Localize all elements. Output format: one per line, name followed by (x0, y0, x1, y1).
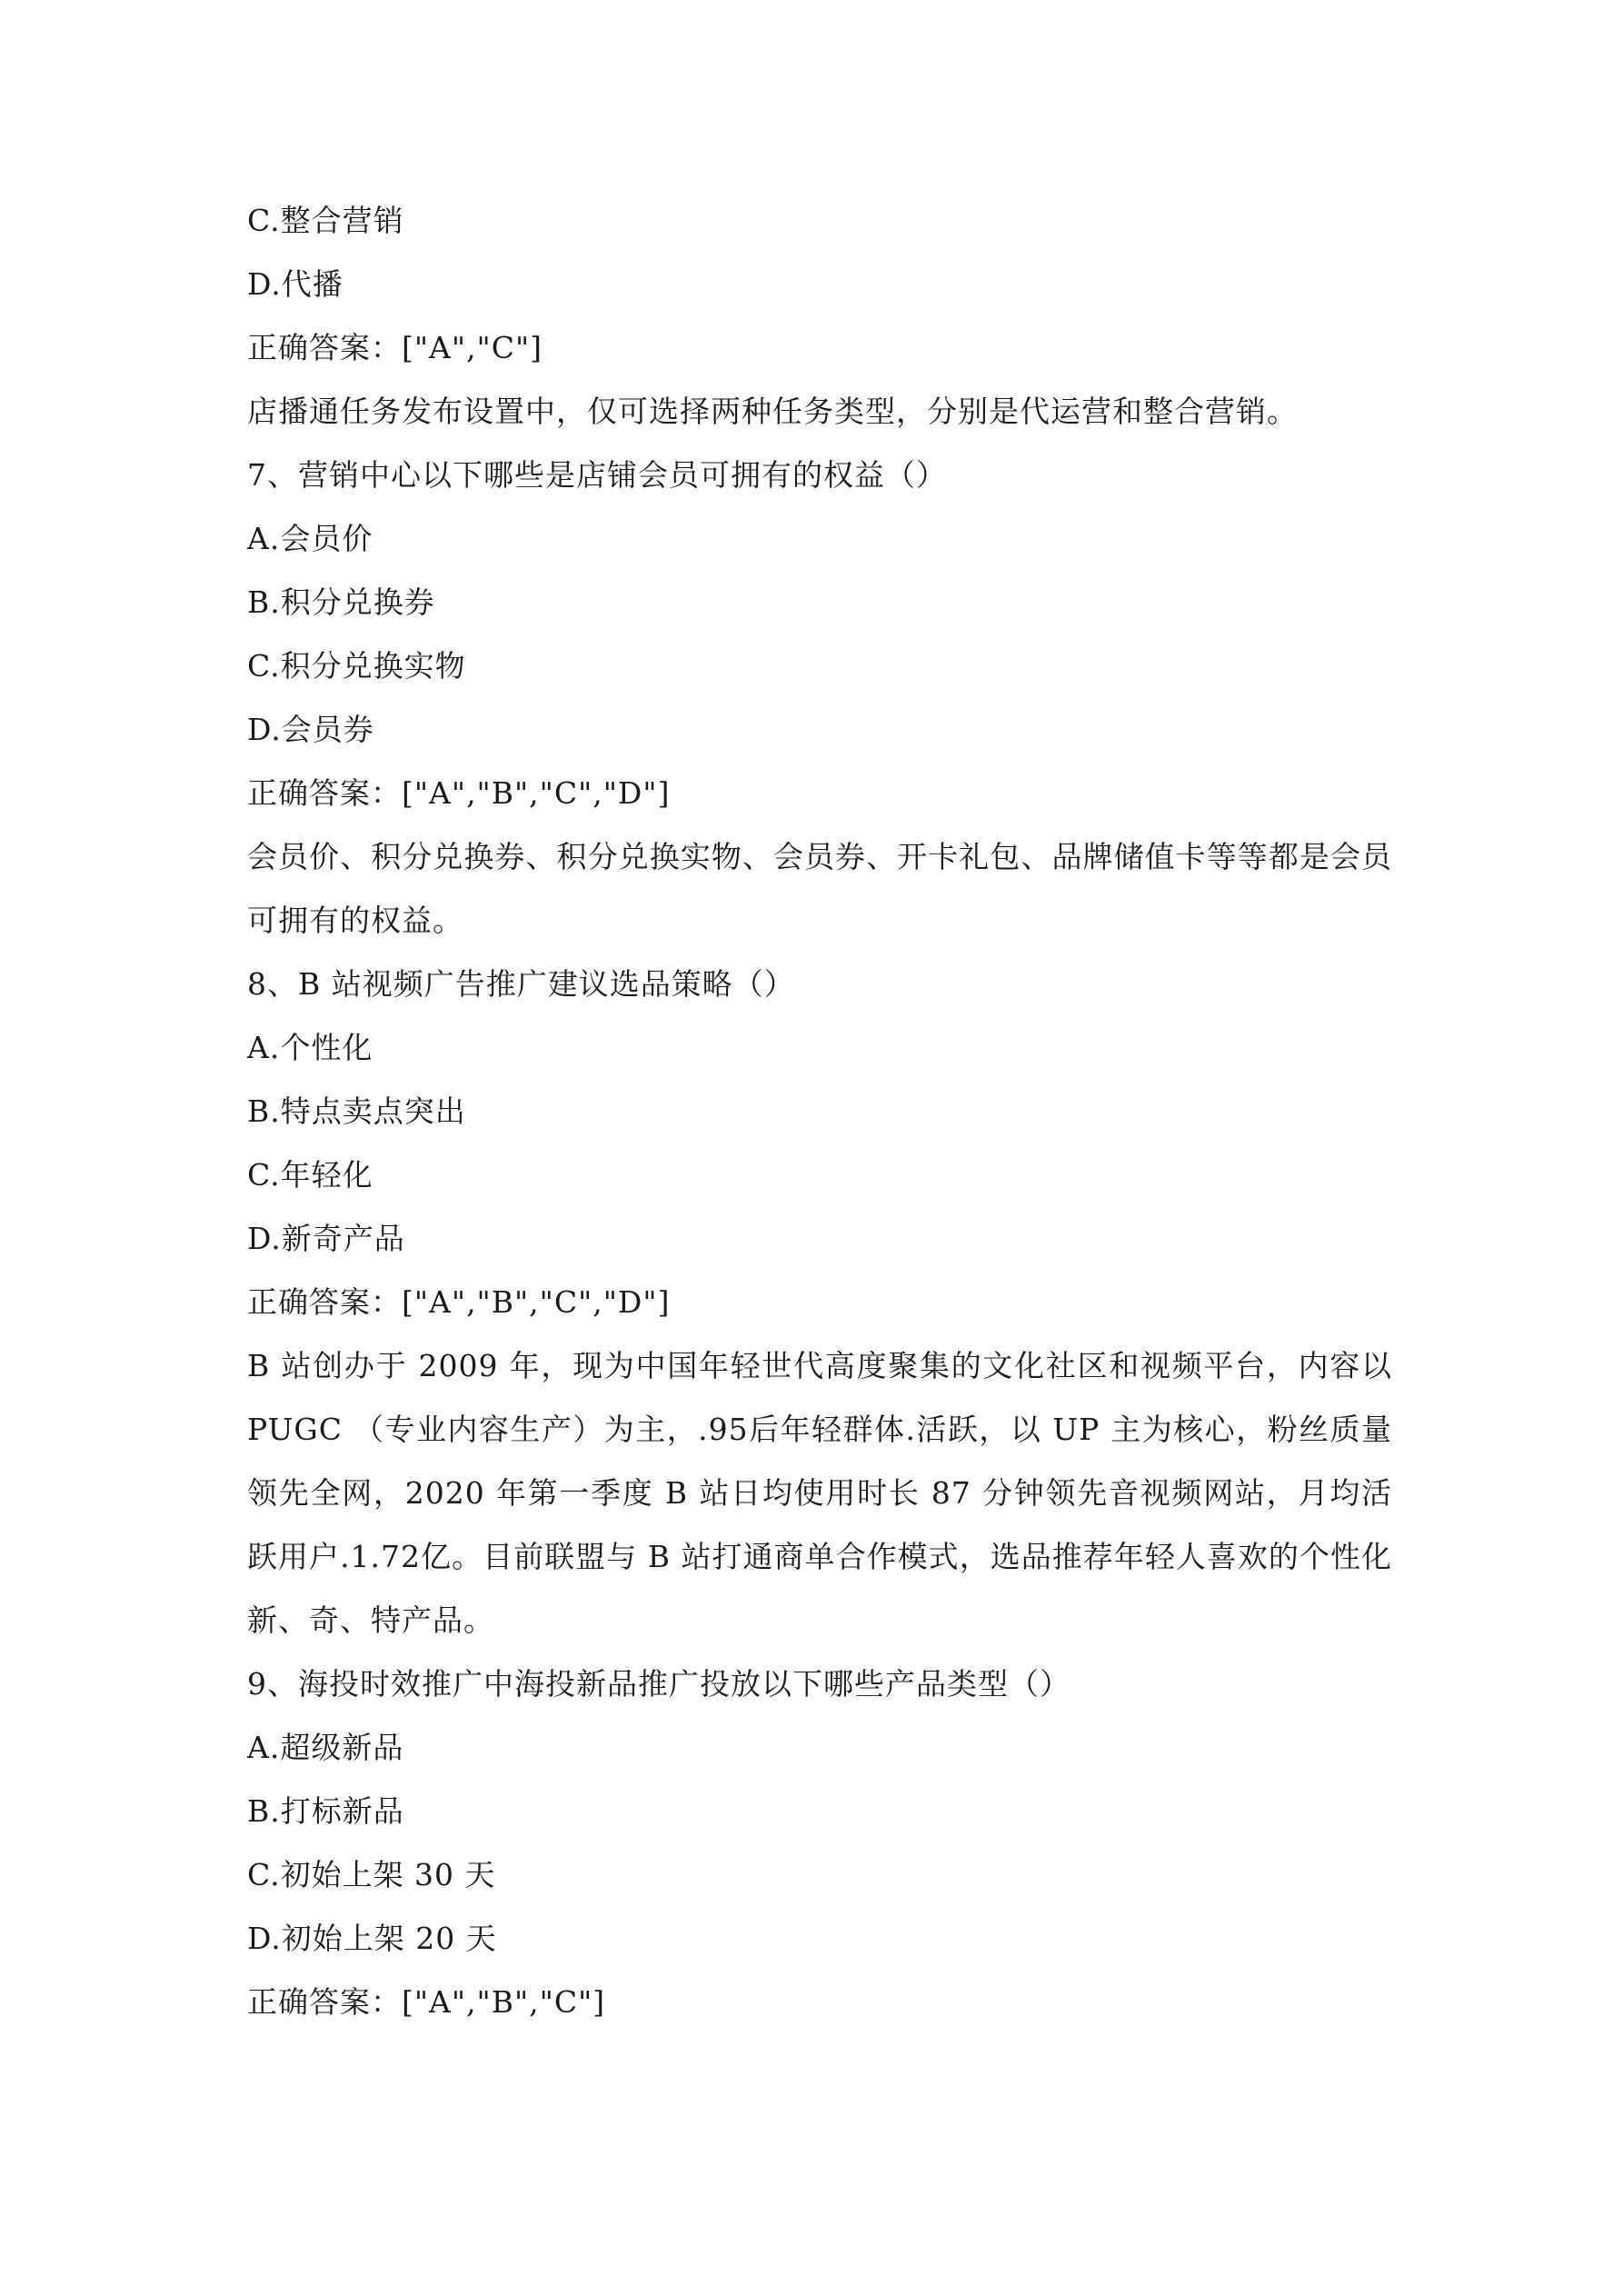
q6-answer: 正确答案：["A","C"] (247, 330, 543, 365)
q9-option-b: B.打标新品 (247, 1793, 404, 1829)
q8-answer: 正确答案：["A","B","C","D"] (247, 1284, 671, 1320)
q7-title: 7、营销中心以下哪些是店铺会员可拥有的权益（） (247, 457, 947, 493)
q9-title: 9、海投时效推广中海投新品推广投放以下哪些产品类型（） (247, 1666, 1070, 1702)
q9-option-d: D.初始上架 20 天 (247, 1921, 497, 1956)
q7-option-a: A.会员价 (247, 521, 373, 556)
q6-option-d: D.代播 (247, 266, 344, 302)
q9-option-a: A.超级新品 (247, 1730, 404, 1765)
q7-answer: 正确答案：["A","B","C","D"] (247, 775, 671, 811)
q9-option-c: C.初始上架 30 天 (247, 1857, 496, 1892)
document-body (247, 189, 1392, 2034)
q8-title: 8、B 站视频广告推广建议选品策略（） (247, 966, 795, 1002)
q7-option-d: D.会员券 (247, 712, 374, 747)
q8-explanation: B 站创办于 2009 年，现为中国年轻世代高度聚集的文化社区和视频平台，内容以 PUGC （专业内容生产）为主，.95后年轻群体.活跃，以 UP 主为核心，粉丝质量领先全网，2020 年第一季度 B 站日均使用时长 87 分钟领先音视频网站，月均活跃用户.1.72亿。目前联盟与 B 站打通商单合作模式，选品推荐年轻人喜欢的个性化新、奇、特产品。 (247, 1348, 1392, 1638)
q6-option-c: C.整合营销 (247, 203, 404, 238)
q6-explanation: 店播通任务发布设置中，仅可选择两种任务类型，分别是代运营和整合营销。 (247, 394, 1298, 429)
q7-option-c: C.积分兑换实物 (247, 648, 466, 684)
q8-option-b: B.特点卖点突出 (247, 1093, 466, 1129)
q8-option-c: C.年轻化 (247, 1157, 373, 1193)
q8-option-d: D.新奇产品 (247, 1221, 405, 1256)
q7-option-b: B.积分兑换券 (247, 584, 435, 620)
q8-option-a: A.个性化 (247, 1030, 373, 1065)
q9-answer: 正确答案：["A","B","C"] (247, 1984, 606, 2020)
q7-explanation: 会员价、积分兑换券、积分兑换实物、会员券、开卡礼包、品牌储值卡等等都是会员可拥有的权益。 (247, 839, 1392, 938)
